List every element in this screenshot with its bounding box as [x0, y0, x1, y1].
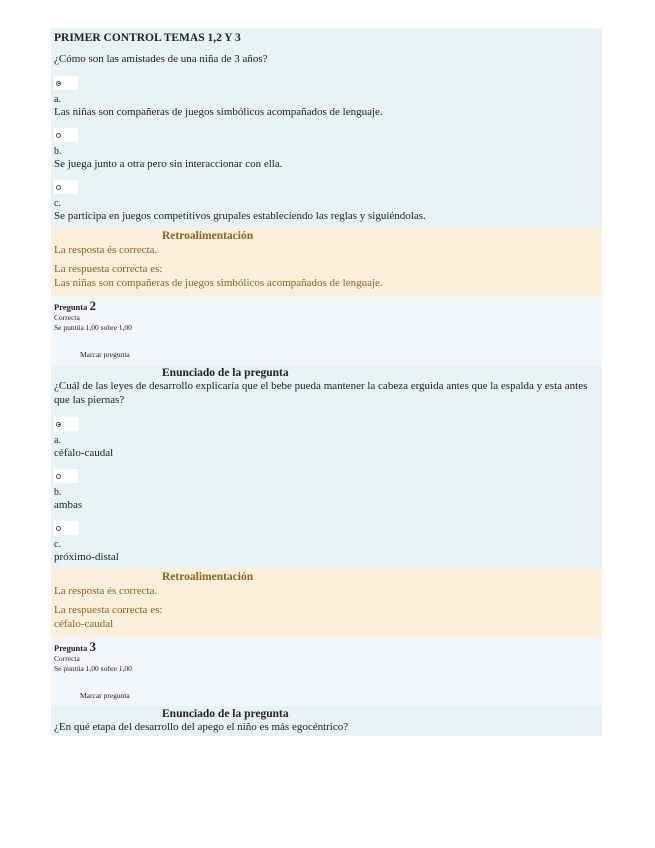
- correct-answer-label: La respuesta correcta es:: [54, 604, 163, 616]
- option-letter: b.: [54, 146, 62, 157]
- correct-answer-label: La respuesta correcta es:: [54, 263, 163, 275]
- question-2-text: ¿Cuál de las leyes de desarrollo explicaría que el bebe pueda mantener la cabeza erguida antes que la espalda y esta antes que las piernas?: [54, 380, 588, 406]
- question-3-text: ¿En qué etapa del desarrollo del apego el niño es más egocéntrico?: [54, 721, 349, 733]
- option-letter: a.: [54, 435, 61, 446]
- feedback-status: La resposta és correcta.: [54, 244, 158, 256]
- option-letter: c.: [54, 539, 61, 550]
- option-text: Se juega junto a otra pero sin interaccionar con ella.: [54, 158, 283, 170]
- question-2-info: [51, 296, 602, 365]
- question-2-content: [51, 365, 602, 568]
- option-letter: c.: [54, 198, 61, 209]
- option-text: Se participa en juegos competitivos grupales estableciendo las reglas y siguiéndolas.: [54, 210, 426, 222]
- question-score: Se puntúa 1,00 sobre 1,00: [54, 664, 132, 673]
- option-text: ambas: [54, 499, 83, 511]
- radio-2c[interactable]: [54, 521, 78, 535]
- question-score: Se puntúa 1,00 sobre 1,00: [54, 323, 132, 332]
- quiz-review: [51, 28, 602, 736]
- option-2b[interactable]: [54, 469, 600, 512]
- option-letter: a.: [54, 94, 61, 105]
- question-1-content: [51, 28, 602, 227]
- page-title: PRIMER CONTROL TEMAS 1,2 Y 3: [54, 32, 241, 44]
- feedback-status: La resposta és correcta.: [54, 585, 158, 597]
- flag-question-link[interactable]: Marcar pregunta: [80, 350, 130, 359]
- option-1a[interactable]: [54, 76, 600, 119]
- option-2c[interactable]: [54, 521, 600, 564]
- question-heading: Enunciado de la pregunta: [162, 708, 289, 720]
- option-1c[interactable]: [54, 180, 600, 223]
- radio-1c[interactable]: [54, 180, 78, 194]
- radio-1b[interactable]: [54, 128, 78, 142]
- radio-unchecked-icon: [56, 526, 61, 531]
- correct-answer-text: céfalo-caudal: [54, 618, 114, 630]
- feedback-1: [51, 227, 602, 296]
- feedback-heading: Retroalimentación: [162, 571, 254, 583]
- question-3-info: [51, 637, 602, 706]
- question-heading: Enunciado de la pregunta: [162, 367, 289, 379]
- option-text: próximo-distal: [54, 551, 119, 563]
- question-1-text: ¿Cómo son las amistades de una niña de 3 años?: [54, 53, 268, 65]
- radio-1a[interactable]: [54, 76, 78, 90]
- feedback-2: [51, 568, 602, 637]
- option-letter: b.: [54, 487, 62, 498]
- radio-unchecked-icon: [56, 133, 61, 138]
- option-text: Las niñas son compañeras de juegos simbólicos acompañados de lenguaje.: [54, 106, 383, 118]
- feedback-heading: Retroalimentación: [162, 230, 254, 242]
- radio-unchecked-icon: [56, 185, 61, 190]
- option-2a[interactable]: [54, 417, 600, 460]
- radio-checked-icon: [56, 81, 61, 86]
- option-text: céfalo-caudal: [54, 447, 114, 459]
- question-number: Pregunta 2: [54, 298, 96, 313]
- correct-answer-text: Las niñas son compañeras de juegos simbólicos acompañados de lenguaje.: [54, 277, 383, 289]
- question-3-content: [51, 706, 602, 736]
- question-number: Pregunta 3: [54, 639, 96, 654]
- flag-question-link[interactable]: Marcar pregunta: [80, 691, 130, 700]
- radio-2a[interactable]: [54, 417, 78, 431]
- radio-unchecked-icon: [56, 474, 61, 479]
- question-state: Correcta: [54, 313, 80, 322]
- radio-checked-icon: [56, 422, 61, 427]
- question-state: Correcta: [54, 654, 80, 663]
- option-1b[interactable]: [54, 128, 600, 171]
- radio-2b[interactable]: [54, 469, 78, 483]
